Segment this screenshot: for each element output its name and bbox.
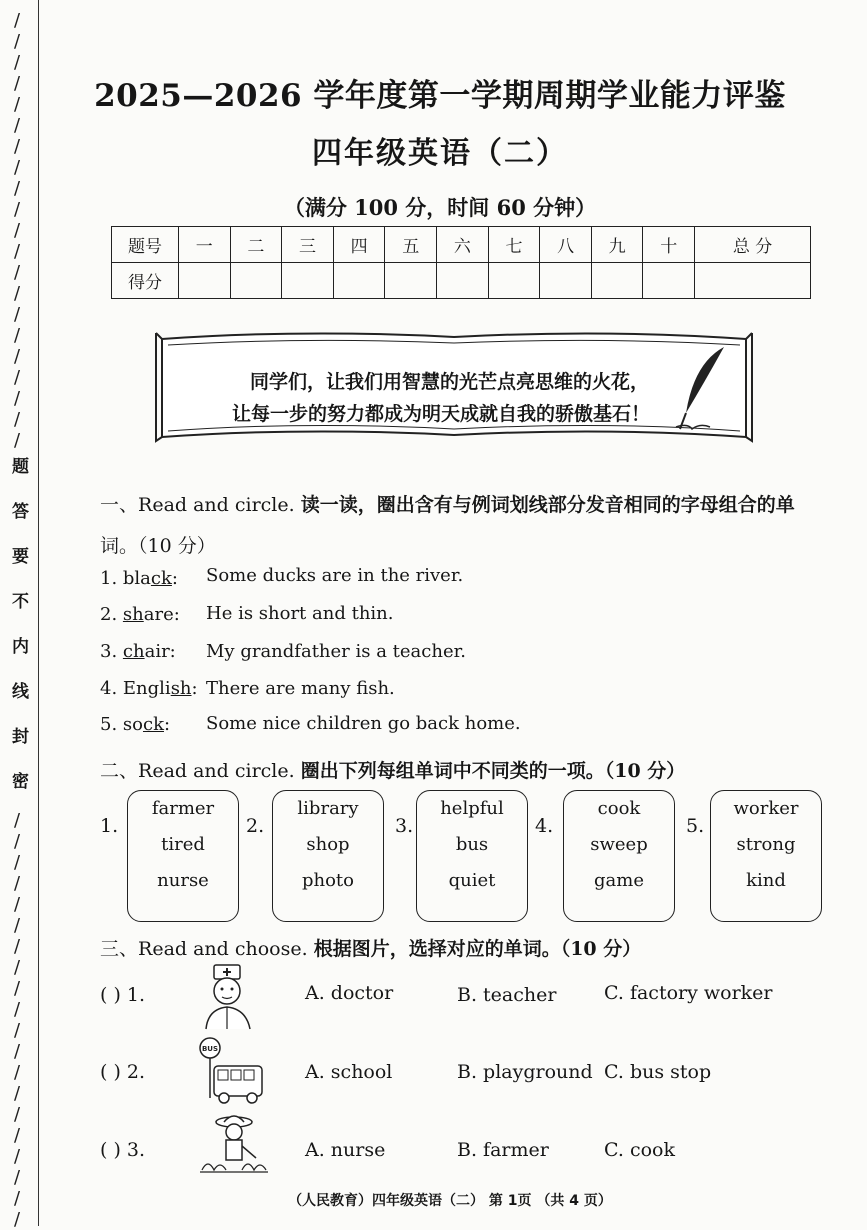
binding-slash: / — [14, 1146, 21, 1167]
quill-pen-icon — [674, 343, 734, 433]
word-option[interactable]: quiet — [448, 870, 496, 891]
binding-slash: / — [14, 936, 21, 957]
page-footer: （人民教育）四年级英语（二） 第 1页 （共 4 页） — [288, 1193, 612, 1209]
binding-seal-char: 要 — [12, 547, 29, 567]
answer-blank[interactable]: ( ) 1. — [100, 984, 146, 1006]
option-a[interactable]: A. nurse — [305, 1139, 386, 1161]
score-table-col: 总 分 — [695, 227, 811, 263]
score-cell[interactable] — [695, 263, 811, 299]
section1-heading-continued: 词。（10 分） — [100, 535, 216, 557]
option-c[interactable]: C. cook — [604, 1139, 675, 1161]
binding-slash: / — [14, 1209, 21, 1230]
word-option[interactable]: bus — [455, 834, 489, 855]
underlined-letters: sh — [170, 678, 192, 699]
score-table-col: 八 — [540, 227, 592, 263]
section1-sentence[interactable]: There are many fish. — [206, 678, 395, 699]
score-table-col: 九 — [591, 227, 643, 263]
option-b[interactable]: B. farmer — [457, 1139, 549, 1161]
underlined-letters: ck — [150, 568, 172, 589]
word-option[interactable]: kind — [746, 870, 786, 891]
score-cell[interactable] — [488, 263, 540, 299]
score-table-col: 四 — [333, 227, 385, 263]
section2-heading-en: Read and circle. — [138, 760, 295, 782]
score-table-header-row — [112, 227, 811, 263]
score-cell[interactable] — [437, 263, 489, 299]
section1-number: 一、 — [100, 494, 139, 516]
score-cell[interactable] — [333, 263, 385, 299]
word-group-box — [563, 790, 675, 922]
section1-sentence[interactable]: Some nice children go back home. — [206, 713, 521, 734]
binding-slash: / — [14, 1167, 21, 1188]
binding-slash: / — [14, 1041, 21, 1062]
exam-meta: （满分 100 分，时间 60 分钟） — [283, 195, 597, 220]
option-a[interactable]: A. school — [305, 1061, 393, 1083]
binding-slash: / — [14, 31, 21, 52]
score-table-col: 六 — [437, 227, 489, 263]
banner-line-1: 同学们，让我们用智慧的光芒点亮思维的火花， — [250, 371, 650, 393]
word-option[interactable]: game — [594, 870, 644, 891]
score-table-row-label: 题号 — [112, 227, 179, 263]
binding-slash: / — [14, 852, 21, 873]
bus-sign-label: BUS — [201, 1045, 219, 1053]
word-option[interactable]: farmer — [151, 798, 215, 819]
section1-sentence[interactable]: He is short and thin. — [206, 603, 394, 624]
option-b[interactable]: B. teacher — [457, 984, 557, 1006]
score-table-col: 十 — [643, 227, 695, 263]
group-number: 5. — [686, 815, 705, 837]
page-subtitle: 四年级英语（二） — [312, 136, 568, 171]
score-cell[interactable] — [385, 263, 437, 299]
group-number: 2. — [246, 815, 265, 837]
binding-slash: / — [14, 1062, 21, 1083]
option-c[interactable]: C. bus stop — [604, 1061, 712, 1083]
binding-slash: / — [14, 1083, 21, 1104]
section1-item: 3. chair: — [100, 641, 176, 662]
section1-item: 1. black: — [100, 568, 178, 589]
section3-heading-cn: 根据图片，选择对应的单词。（10 分） — [313, 938, 642, 960]
binding-slash: / — [14, 157, 21, 178]
section1-item: 5. sock: — [100, 714, 171, 735]
binding-slash: / — [14, 10, 21, 31]
binding-slash: / — [14, 262, 21, 283]
binding-slash: / — [14, 1020, 21, 1041]
binding-slash: / — [14, 136, 21, 157]
word-option[interactable]: library — [297, 798, 359, 819]
word-option[interactable]: sweep — [590, 834, 648, 855]
section2-number: 二、 — [100, 760, 139, 782]
binding-slash: / — [14, 978, 21, 999]
binding-seal-char: 答 — [12, 502, 29, 522]
underlined-letters: ck — [142, 714, 164, 735]
binding-seal-char: 线 — [12, 682, 29, 702]
score-table-col: 二 — [230, 227, 282, 263]
score-table-score-row — [112, 263, 811, 299]
binding-slash: / — [14, 178, 21, 199]
section2-heading-cn: 圈出下列每组单词中不同类的一项。（10 分） — [300, 760, 686, 782]
binding-slash: / — [14, 831, 21, 852]
binding-slash: / — [14, 220, 21, 241]
binding-slash: / — [14, 283, 21, 304]
binding-slash: / — [14, 199, 21, 220]
binding-slash: / — [14, 388, 21, 409]
word-option[interactable]: photo — [301, 870, 355, 891]
binding-slash: / — [14, 409, 21, 430]
section3-heading — [100, 934, 641, 961]
score-cell[interactable] — [179, 263, 231, 299]
score-cell[interactable] — [643, 263, 695, 299]
score-cell[interactable] — [282, 263, 334, 299]
word-option[interactable]: worker — [733, 798, 799, 819]
group-number: 4. — [535, 815, 554, 837]
motivation-banner — [154, 325, 754, 447]
underlined-letters: sh — [122, 604, 144, 625]
word-option[interactable]: cook — [597, 798, 641, 819]
binding-slash: / — [14, 873, 21, 894]
binding-slash: / — [14, 304, 21, 325]
section3-number: 三、 — [100, 938, 139, 960]
binding-slash: / — [14, 430, 21, 451]
score-table-col: 一 — [179, 227, 231, 263]
section1-item: 4. English: — [100, 678, 198, 699]
word-group-box — [127, 790, 239, 922]
section1-heading-cn: 读一读，圈出含有与例词划线部分发音相同的字母组合的单 — [300, 494, 795, 516]
word-option[interactable]: helpful — [440, 798, 504, 819]
word-option[interactable]: strong — [736, 834, 796, 855]
section1-sentence[interactable]: Some ducks are in the river. — [206, 565, 464, 586]
binding-seal-char: 题 — [12, 457, 29, 477]
score-cell[interactable] — [591, 263, 643, 299]
binding-slash: / — [14, 1188, 21, 1209]
score-cell[interactable] — [230, 263, 282, 299]
word-option[interactable]: tired — [161, 834, 205, 855]
score-table-col: 三 — [282, 227, 334, 263]
underlined-letters: ch — [122, 641, 145, 662]
group-number: 1. — [100, 815, 119, 837]
farmer-icon — [198, 1110, 270, 1176]
binding-slash: / — [14, 94, 21, 115]
group-number: 3. — [395, 815, 414, 837]
score-cell[interactable] — [540, 263, 592, 299]
section3-heading-en: Read and choose. — [138, 938, 308, 960]
score-table-col: 七 — [488, 227, 540, 263]
binding-slash: / — [14, 241, 21, 262]
binding-slash: / — [14, 325, 21, 346]
binding-slash: / — [14, 73, 21, 94]
binding-seal-char: 不 — [12, 592, 29, 612]
binding-line — [38, 0, 39, 1226]
score-table-row-label: 得分 — [112, 263, 179, 299]
page-title: 2025—2026 学年度第一学期周期学业能力评鉴 — [94, 78, 786, 114]
score-table — [111, 226, 811, 299]
word-option[interactable]: nurse — [157, 870, 209, 891]
binding-slash: / — [14, 346, 21, 367]
binding-seal-char: 密 — [12, 772, 29, 792]
binding-slash: / — [14, 367, 21, 388]
binding-slash: / — [14, 810, 21, 831]
section1-item: 2. share: — [100, 604, 180, 625]
option-c[interactable]: C. factory worker — [604, 982, 773, 1004]
word-group-box — [272, 790, 384, 922]
doctor-icon — [200, 963, 258, 1031]
binding-slash: / — [14, 52, 21, 73]
banner-line-2: 让每一步的努力都成为明天成就自我的骄傲基石！ — [232, 403, 651, 425]
bus-stop-icon — [194, 1036, 266, 1106]
section2-heading — [100, 756, 685, 783]
binding-slash: / — [14, 894, 21, 915]
binding-slash: / — [14, 999, 21, 1020]
answer-blank[interactable]: ( ) 3. — [100, 1139, 146, 1161]
word-group-box — [416, 790, 528, 922]
binding-seal-char: 内 — [12, 637, 29, 657]
option-b[interactable]: B. playground — [457, 1061, 593, 1083]
score-table-col: 五 — [385, 227, 437, 263]
binding-slash: / — [14, 1104, 21, 1125]
binding-slash: / — [14, 915, 21, 936]
binding-seal-char: 封 — [12, 727, 29, 747]
word-option[interactable]: shop — [306, 834, 350, 855]
binding-slash: / — [14, 957, 21, 978]
binding-slash: / — [14, 1125, 21, 1146]
binding-slash: / — [14, 115, 21, 136]
answer-blank[interactable]: ( ) 2. — [100, 1061, 146, 1083]
section1-heading — [100, 490, 795, 517]
section1-heading-en: Read and circle. — [138, 494, 295, 516]
word-group-box — [710, 790, 822, 922]
section1-sentence[interactable]: My grandfather is a teacher. — [206, 641, 466, 662]
option-a[interactable]: A. doctor — [305, 982, 394, 1004]
